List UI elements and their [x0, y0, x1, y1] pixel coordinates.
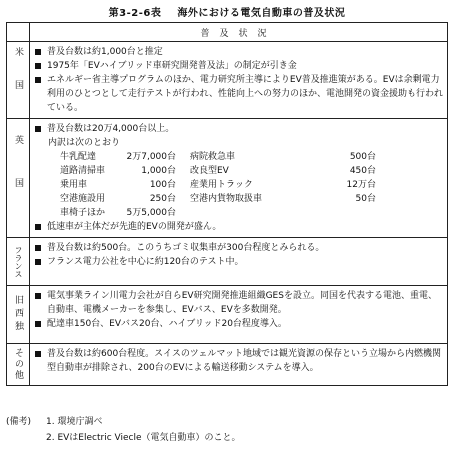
breakdown-item-label: 車椅子ほか — [60, 208, 106, 218]
ev-diffusion-table — [6, 22, 448, 386]
breakdown-item-value: 500台 — [349, 152, 376, 162]
breakdown-item-value: 450台 — [349, 166, 376, 176]
country-name: フランス — [14, 245, 23, 278]
table-row-others — [7, 344, 448, 386]
breakdown-item-label: 空港内貨物取扱車 — [190, 194, 263, 204]
content-cell — [30, 286, 448, 344]
breakdown-item — [190, 192, 390, 206]
list-item: フランス電力公社を中心に約120台のテスト中。 — [34, 255, 443, 269]
list-item: 電気事業ライン川電力会社が自らEV研究開発推進組織GESを設立。同国を代表する電池、重電、自動車、電機メーカーを参集し、EVバス、EVを多数開発。 — [34, 289, 443, 317]
list-item: 普及台数は20万4,000台以上。 — [34, 122, 443, 136]
header-status: 普及状況 — [30, 23, 448, 42]
breakdown-item-label: 乗用車 — [60, 180, 88, 190]
country-cell — [7, 344, 30, 386]
country-name: その他 — [13, 348, 23, 381]
list-item: 普及台数は約1,000台と推定 — [34, 45, 443, 59]
header-blank — [7, 23, 30, 42]
breakdown-item — [190, 178, 390, 192]
content-cell — [30, 238, 448, 286]
breakdown-item-value: 2万7,000台 — [126, 152, 176, 162]
breakdown-item — [60, 178, 190, 192]
note-item: 1. 環境庁調べ — [46, 417, 103, 427]
content-cell — [30, 119, 448, 238]
country-cell — [7, 119, 30, 238]
list-item: 低速車が主体だが先進的EVの開発が盛ん。 — [34, 220, 443, 234]
table-row-france — [7, 238, 448, 286]
breakdown-item-label: 産業用トラック — [190, 180, 253, 190]
table-number: 第3-2-6表 — [108, 8, 162, 19]
table-row-uk — [7, 119, 448, 238]
content-cell — [30, 344, 448, 386]
table-title-text: 海外における電気自動車の普及状況 — [177, 8, 346, 19]
list-item: 普及台数は約600台程度。スイスのツェルマット地域では観光資源の保存という立場から内燃機関型自動車が排除され、200台のEVによる輸送移動システムを導入。 — [34, 347, 443, 375]
breakdown-item-value: 100台 — [149, 180, 176, 190]
breakdown-item — [60, 150, 190, 164]
country-name: 米国 — [13, 47, 23, 113]
table-row-west-germany — [7, 286, 448, 344]
breakdown-item — [190, 150, 390, 164]
note-item: 2. EVはElectric Viecle（電気自動車）のこと。 — [46, 433, 241, 443]
breakdown-item — [190, 164, 390, 178]
breakdown-grid — [34, 150, 443, 220]
table-title — [0, 4, 454, 19]
country-name: 旧西独 — [13, 295, 23, 334]
note-row — [6, 414, 241, 430]
breakdown-item — [60, 164, 190, 178]
country-cell — [7, 286, 30, 344]
list-item: 配達車150台、EVバス20台、ハイブリッド20台程度導入。 — [34, 317, 443, 331]
breakdown-item-value: 5万5,000台 — [126, 208, 176, 218]
breakdown-item-value: 250台 — [149, 194, 176, 204]
breakdown-item-label: 病院救急車 — [190, 152, 236, 162]
breakdown-item-label: 空港施設用 — [60, 194, 106, 204]
breakdown-item — [60, 206, 190, 220]
notes-label: (備考) — [6, 417, 32, 427]
breakdown-label: 内訳は次のとおり — [48, 138, 121, 148]
breakdown-item-value: 50台 — [355, 194, 376, 204]
header-row — [7, 23, 448, 42]
country-cell — [7, 42, 30, 119]
breakdown-item-label: 改良型EV — [190, 166, 229, 176]
table-row-usa — [7, 42, 448, 119]
content-cell — [30, 42, 448, 119]
breakdown-item-label: 道路清掃車 — [60, 166, 106, 176]
list-item: エネルギー省主導プログラムのほか、電力研究所主導によりEV普及推進策がある。EVは余剰電力利用のひとつとして走行テストが行われ、性能向上への努力のほか、電池開発の資金援助も行われている。 — [34, 73, 443, 115]
country-name: 英国 — [13, 135, 23, 221]
breakdown-item-value: 1,000台 — [141, 166, 176, 176]
country-cell — [7, 238, 30, 286]
breakdown-item-value: 12万台 — [346, 180, 376, 190]
list-item: 1975年「EVハイブリッド車研究開発普及法」の制定が引き金 — [34, 59, 443, 73]
list-item: 普及台数は約500台。このうちゴミ収集車が300台程度とみられる。 — [34, 241, 443, 255]
breakdown-item-label: 牛乳配達 — [60, 152, 97, 162]
breakdown-item — [60, 192, 190, 206]
notes — [6, 414, 241, 446]
